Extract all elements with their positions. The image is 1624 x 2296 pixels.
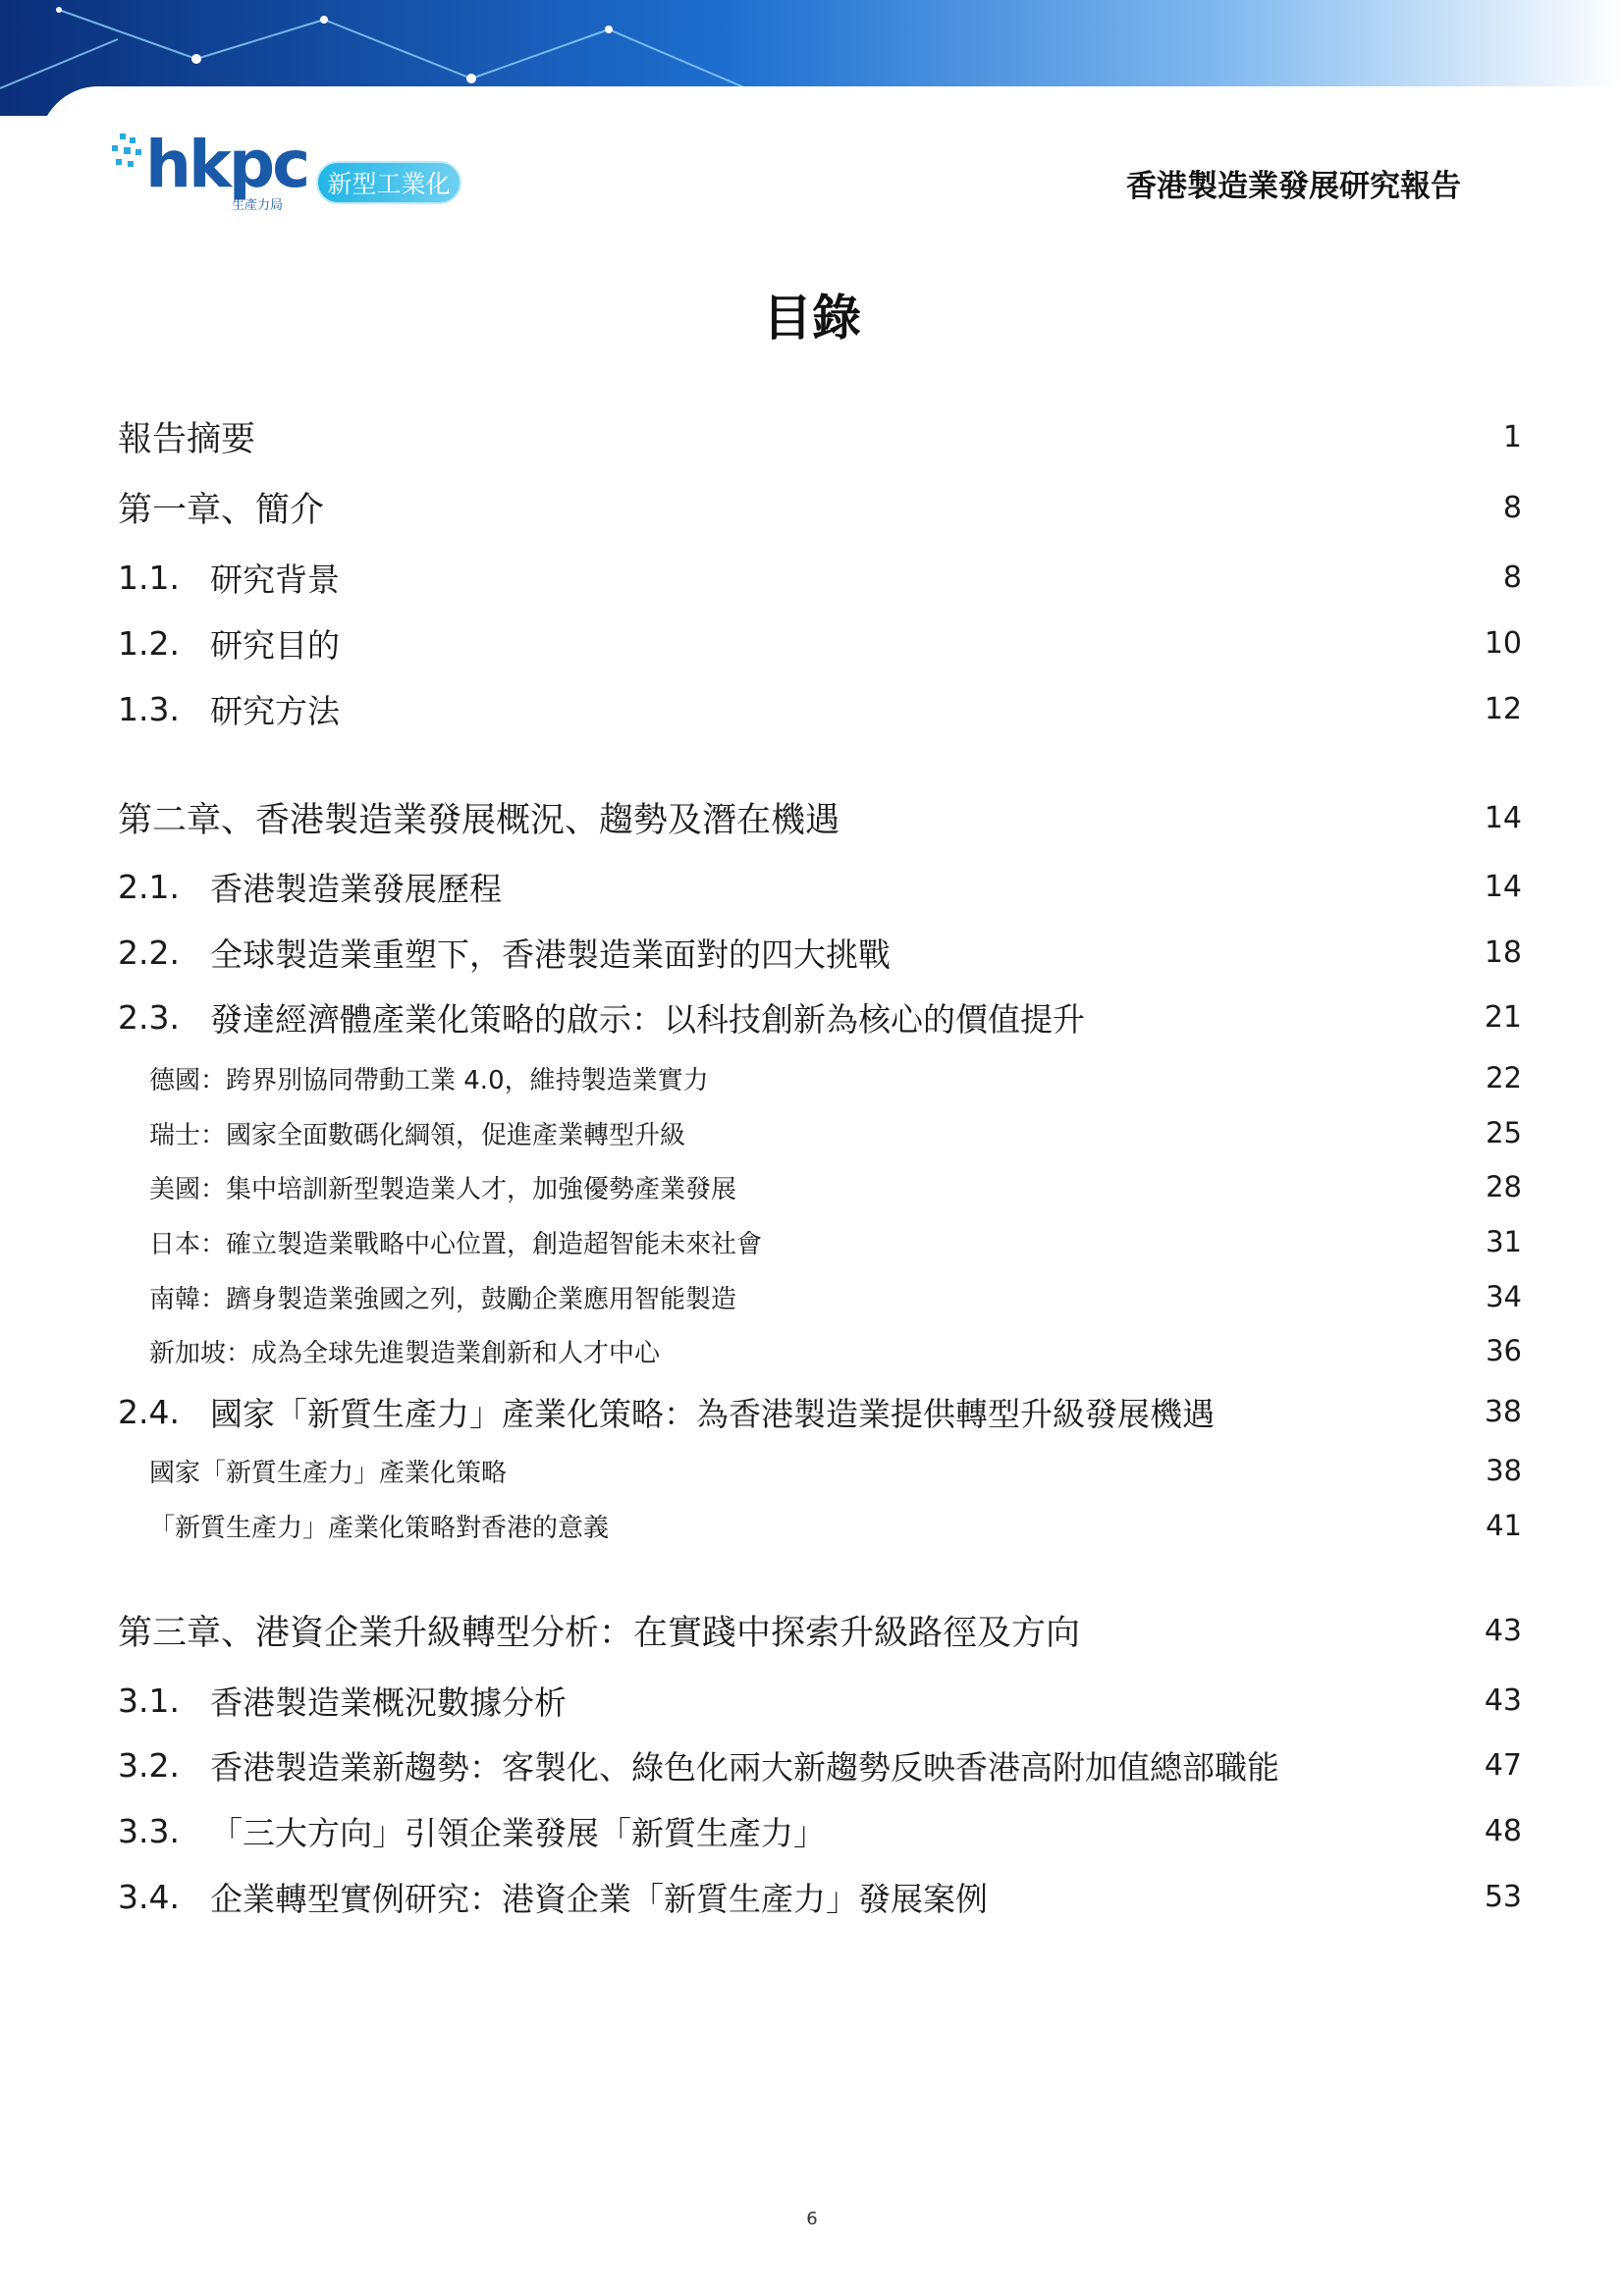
toc-entry-label: 瑞士：國家全面數碼化綱領，促進產業轉型升級 xyxy=(149,1120,686,1150)
toc-entry-label: 第一章、簡介 xyxy=(118,491,325,530)
toc-entry-number: 2.2. xyxy=(118,933,180,972)
toc-entry-number: 1.2. xyxy=(118,623,180,663)
toc-entry-2-2[interactable] xyxy=(118,931,1522,974)
toc-entry-label: 國家「新質生產力」產業化策略 xyxy=(149,1458,508,1488)
banner-curve xyxy=(39,86,1624,116)
toc-entry-number: 1.3. xyxy=(118,689,180,728)
toc-entry-page: 8 xyxy=(1502,560,1522,595)
toc-entry-usa[interactable] xyxy=(118,1169,1522,1204)
toc-entry-number: 2.1. xyxy=(118,867,180,906)
toc-entry-label: 德國：跨界別協同帶動工業 4.0，維持製造業實力 xyxy=(149,1065,709,1095)
toc-entry-chapter-3[interactable] xyxy=(118,1608,1522,1653)
toc-entry-switzerland[interactable] xyxy=(118,1115,1522,1150)
toc-entry-strategy-significance[interactable] xyxy=(118,1508,1522,1543)
toc-entry-page: 38 xyxy=(1484,1394,1522,1429)
toc-entry-2-3[interactable] xyxy=(118,995,1522,1039)
toc-entry-1-3[interactable] xyxy=(118,687,1522,730)
toc-entry-number: 3.4. xyxy=(118,1877,180,1916)
toc-entry-page: 48 xyxy=(1484,1813,1522,1848)
logo-dots-icon xyxy=(110,132,149,190)
toc-entry-page: 18 xyxy=(1484,934,1522,970)
toc-entry-1-2[interactable] xyxy=(118,621,1522,665)
toc-entry-page: 14 xyxy=(1484,869,1522,904)
toc-entry-page: 14 xyxy=(1484,800,1522,835)
toc-entry-page: 8 xyxy=(1502,490,1522,525)
toc-entry-1-1[interactable] xyxy=(118,556,1522,599)
toc-entry-page: 53 xyxy=(1484,1879,1522,1914)
toc-entry-national-strategy[interactable] xyxy=(118,1453,1522,1488)
toc-entry-page: 1 xyxy=(1502,419,1522,454)
toc-entry-chapter-1[interactable] xyxy=(118,485,1522,530)
toc-entry-2-1[interactable] xyxy=(118,865,1522,908)
toc-entry-page: 34 xyxy=(1486,1280,1522,1313)
toc-entry-3-2[interactable] xyxy=(118,1743,1522,1787)
toc-entry-page: 28 xyxy=(1486,1170,1522,1203)
toc-entry-number: 3.1. xyxy=(118,1681,180,1720)
logo-text: hkpc xyxy=(145,127,308,202)
toc-entry-number: 1.1. xyxy=(118,558,180,597)
logo-badge: 新型工業化 xyxy=(316,161,461,204)
toc-entry-page: 38 xyxy=(1486,1454,1522,1487)
toc-entry-label: 日本：確立製造業戰略中心位置，創造超智能未來社會 xyxy=(149,1229,763,1259)
toc-entry-3-3[interactable] xyxy=(118,1809,1522,1852)
toc-entry-label: 發達經濟體產業化策略的啟示：以科技創新為核心的價值提升 xyxy=(210,999,1085,1039)
toc-entry-summary[interactable] xyxy=(118,414,1522,459)
toc-entry-label: 南韓：躋身製造業強國之列，鼓勵企業應用智能製造 xyxy=(149,1284,737,1314)
toc-entry-2-4[interactable] xyxy=(118,1390,1522,1433)
report-title: 香港製造業發展研究報告 xyxy=(1126,169,1461,204)
toc-entry-page: 43 xyxy=(1484,1682,1522,1718)
toc-entry-label: 香港製造業概況數據分析 xyxy=(210,1682,567,1722)
toc-entry-label: 企業轉型實例研究：港資企業「新質生產力」發展案例 xyxy=(210,1879,988,1918)
header-banner xyxy=(0,0,1624,116)
toc-entry-label: 新加坡：成為全球先進製造業創新和人才中心 xyxy=(149,1338,661,1368)
toc-entry-label: 報告摘要 xyxy=(118,420,256,459)
toc-entry-page: 47 xyxy=(1484,1747,1522,1783)
toc-entry-page: 31 xyxy=(1486,1225,1522,1258)
toc-entry-label: 香港製造業新趨勢：客製化、綠色化兩大新趨勢反映香港高附加值總部職能 xyxy=(210,1747,1279,1787)
toc-entry-label: 香港製造業發展歷程 xyxy=(210,869,502,908)
toc-entry-number: 3.2. xyxy=(118,1745,180,1785)
toc-entry-page: 43 xyxy=(1484,1613,1522,1648)
toc-entry-japan[interactable] xyxy=(118,1224,1522,1259)
toc-entry-page: 22 xyxy=(1486,1061,1522,1095)
toc-entry-chapter-2[interactable] xyxy=(118,795,1522,840)
toc-entry-number: 3.3. xyxy=(118,1811,180,1850)
toc-entry-3-1[interactable] xyxy=(118,1679,1522,1722)
toc-entry-page: 12 xyxy=(1484,691,1522,726)
toc-entry-singapore[interactable] xyxy=(118,1333,1522,1368)
toc-entry-label: 研究背景 xyxy=(210,560,340,599)
toc-entry-germany[interactable] xyxy=(118,1060,1522,1095)
page-number: 6 xyxy=(806,2209,818,2229)
toc-entry-label: 「三大方向」引領企業發展「新質生產力」 xyxy=(210,1813,826,1852)
toc-entry-number: 2.4. xyxy=(118,1392,180,1431)
toc-entry-label: 「新質生產力」產業化策略對香港的意義 xyxy=(149,1513,610,1543)
toc-entry-3-4[interactable] xyxy=(118,1875,1522,1918)
toc-entry-label: 全球製造業重塑下，香港製造業面對的四大挑戰 xyxy=(210,934,891,974)
toc-entry-label: 第二章、香港製造業發展概況、趨勢及潛在機遇 xyxy=(118,801,840,840)
toc-entry-label: 研究目的 xyxy=(210,625,340,665)
toc-entry-page: 10 xyxy=(1484,625,1522,661)
toc-entry-label: 第三章、港資企業升級轉型分析：在實踐中探索升級路徑及方向 xyxy=(118,1614,1081,1653)
hkpc-logo xyxy=(110,126,483,224)
toc-entry-south-korea[interactable] xyxy=(118,1279,1522,1314)
logo-subtext: 生產力局 xyxy=(232,198,284,213)
toc-entry-page: 25 xyxy=(1486,1116,1522,1149)
toc-entry-number: 2.3. xyxy=(118,997,180,1037)
toc-entry-label: 研究方法 xyxy=(210,691,340,730)
toc-entry-label: 國家「新質生產力」產業化策略：為香港製造業提供轉型升級發展機遇 xyxy=(210,1394,1215,1433)
toc-entry-label: 美國：集中培訓新型製造業人才，加強優勢產業發展 xyxy=(149,1174,737,1204)
toc-entry-page: 21 xyxy=(1484,999,1522,1035)
toc-title: 目錄 xyxy=(763,290,861,347)
toc-entry-page: 41 xyxy=(1486,1509,1522,1542)
toc-entry-page: 36 xyxy=(1486,1334,1522,1367)
